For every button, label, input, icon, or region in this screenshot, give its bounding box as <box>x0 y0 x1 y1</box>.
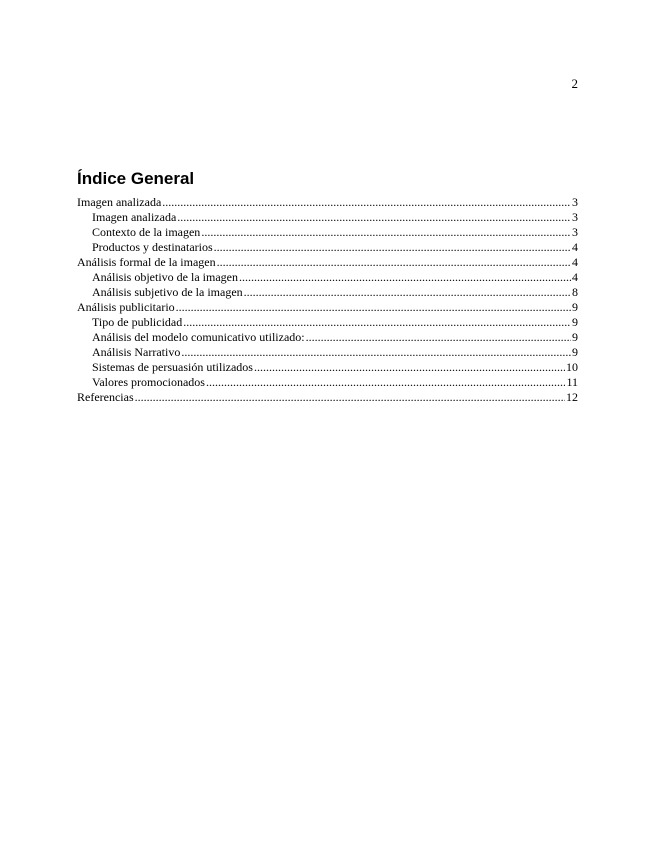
toc-entry-label: Valores promocionados <box>92 375 205 389</box>
toc-entry-imagen-analizada[interactable] <box>77 195 578 210</box>
toc-entry-page: 11 <box>566 375 578 389</box>
toc-entry-page: 3 <box>572 195 578 209</box>
dot-leader <box>244 285 571 300</box>
dot-leader <box>306 330 571 345</box>
toc-entry-referencias[interactable] <box>77 390 578 405</box>
toc-entry-label: Análisis publicitario <box>77 300 175 314</box>
toc-entry-analisis-subjetivo[interactable] <box>77 285 578 300</box>
dot-leader <box>181 345 571 360</box>
dot-leader <box>254 360 565 375</box>
toc-entry-label: Referencias <box>77 390 134 404</box>
dot-leader <box>162 195 571 210</box>
toc-entry-analisis-objetivo[interactable] <box>77 270 578 285</box>
toc-entry-label: Imagen analizada <box>92 210 177 224</box>
toc-entry-label: Análisis del modelo comunicativo utilizado: <box>92 330 305 344</box>
toc-entry-label: Imagen analizada <box>77 195 162 209</box>
toc-entry-valores-promocionados[interactable] <box>77 375 578 390</box>
toc-entry-page: 9 <box>572 345 578 359</box>
toc-entry-page: 4 <box>572 240 578 254</box>
toc-entry-label: Análisis objetivo de la imagen <box>92 270 238 284</box>
toc-entry-page: 10 <box>566 360 578 374</box>
toc-entry-label: Productos y destinatarios <box>92 240 213 254</box>
toc-entry-modelo-comunicativo[interactable] <box>77 330 578 345</box>
toc-entry-page: 9 <box>572 300 578 314</box>
dot-leader <box>177 210 571 225</box>
toc-entry-label: Análisis Narrativo <box>92 345 181 359</box>
toc-entry-label: Análisis subjetivo de la imagen <box>92 285 243 299</box>
dot-leader <box>239 270 571 285</box>
toc-entry-productos-y-destinatarios[interactable] <box>77 240 578 255</box>
dot-leader <box>135 390 565 405</box>
table-of-contents <box>77 195 578 405</box>
toc-entry-page: 12 <box>566 390 578 404</box>
dot-leader <box>217 255 571 270</box>
dot-leader <box>201 225 571 240</box>
dot-leader <box>214 240 571 255</box>
toc-entry-label: Tipo de publicidad <box>92 315 183 329</box>
dot-leader <box>176 300 571 315</box>
toc-entry-page: 9 <box>572 315 578 329</box>
toc-entry-page: 3 <box>572 225 578 239</box>
toc-entry-analisis-publicitario[interactable] <box>77 300 578 315</box>
page-number: 2 <box>571 76 578 91</box>
toc-entry-label: Análisis formal de la imagen <box>77 255 216 269</box>
toc-entry-page: 3 <box>572 210 578 224</box>
toc-entry-contexto-de-la-imagen[interactable] <box>77 225 578 240</box>
toc-entry-page: 4 <box>572 255 578 269</box>
toc-entry-label: Sistemas de persuasión utilizados <box>92 360 253 374</box>
toc-entry-analisis-narrativo[interactable] <box>77 345 578 360</box>
toc-entry-sistemas-de-persuasion[interactable] <box>77 360 578 375</box>
toc-entry-page: 8 <box>572 285 578 299</box>
toc-entry-tipo-de-publicidad[interactable] <box>77 315 578 330</box>
toc-entry-page: 9 <box>572 330 578 344</box>
toc-entry-page: 4 <box>572 270 578 284</box>
dot-leader <box>183 315 571 330</box>
dot-leader <box>206 375 565 390</box>
toc-entry-analisis-formal[interactable] <box>77 255 578 270</box>
toc-entry-label: Contexto de la imagen <box>92 225 201 239</box>
toc-entry-imagen-analizada-sub[interactable] <box>77 210 578 225</box>
toc-title: Índice General <box>77 169 195 188</box>
